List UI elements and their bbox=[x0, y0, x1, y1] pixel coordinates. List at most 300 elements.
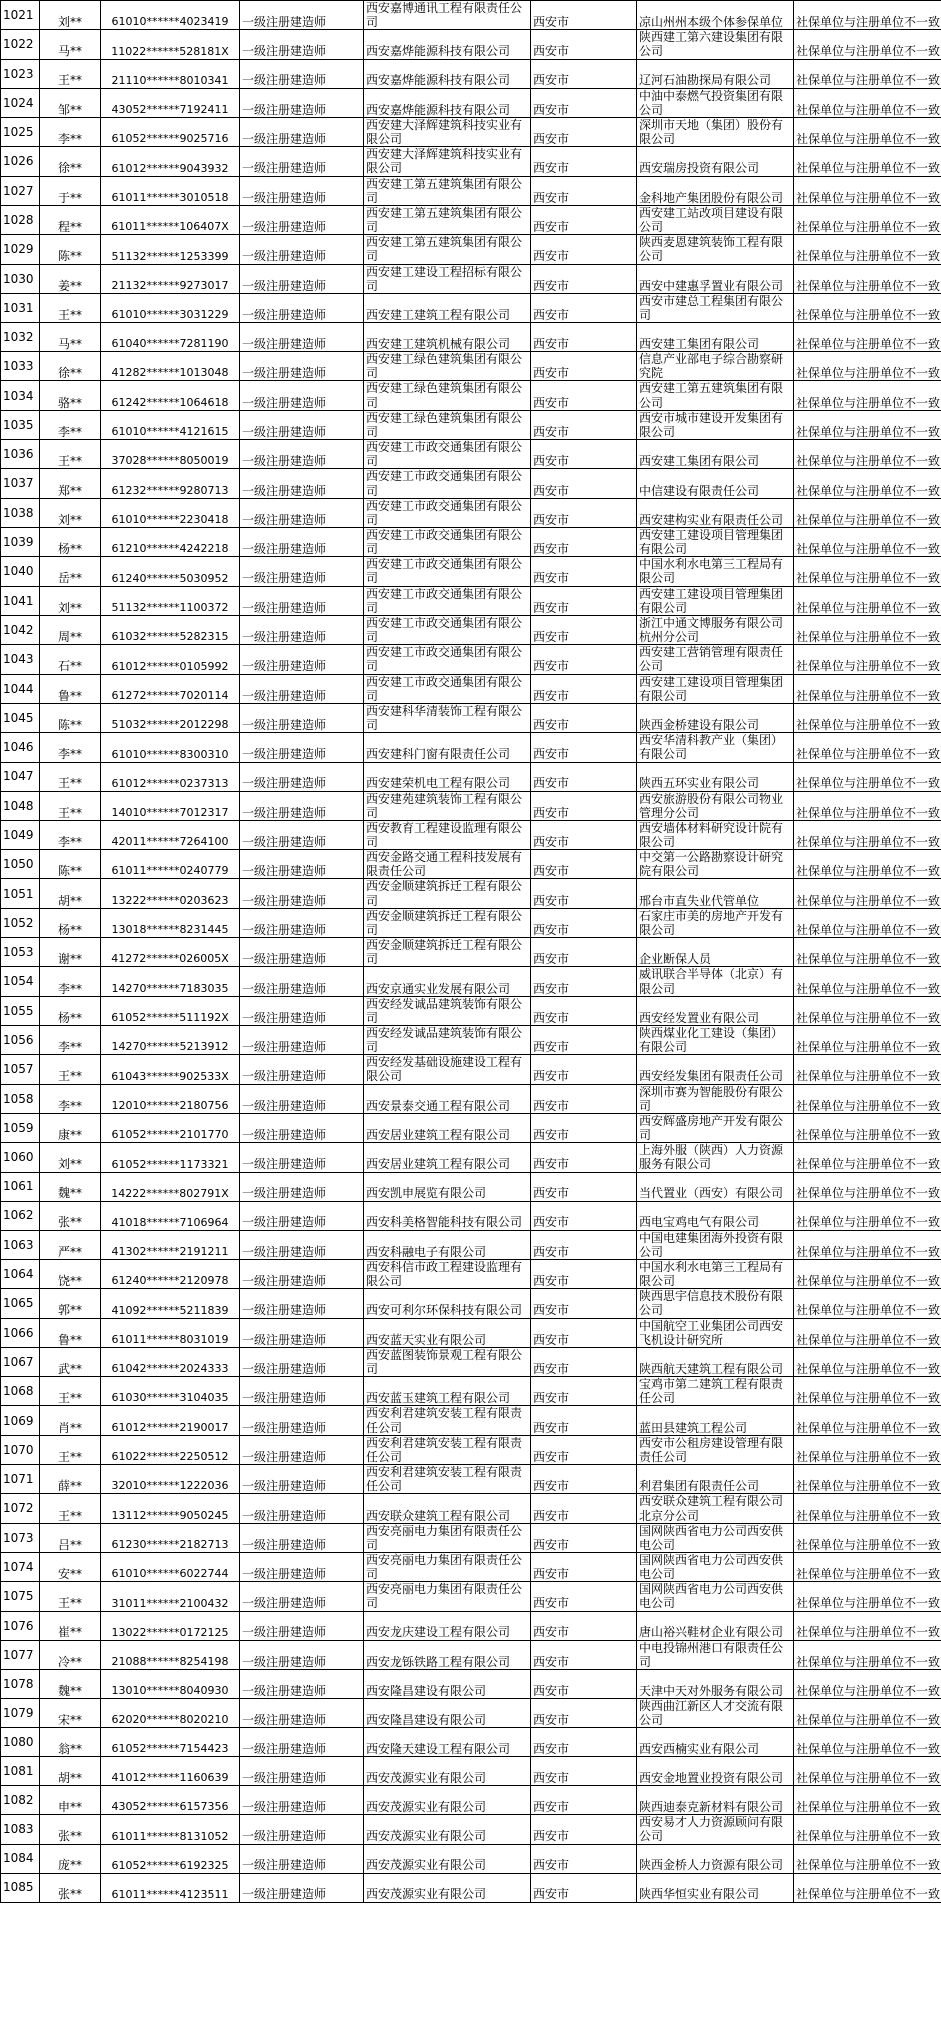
cell-city: 西安市 bbox=[531, 1172, 637, 1201]
cell-qualification: 一级注册建造师 bbox=[240, 117, 364, 146]
cell-registered-unit: 西安景泰交通工程有限公司 bbox=[364, 1084, 531, 1113]
cell-remark: 社保单位与注册单位不一致 bbox=[794, 117, 941, 146]
cell-city: 西安市 bbox=[531, 1582, 637, 1611]
cell-social-security-unit: 信息产业部电子综合勘察研究院 bbox=[637, 352, 794, 381]
cell-id-number: 61010******3031229 bbox=[101, 293, 240, 322]
table-row bbox=[1, 762, 941, 791]
cell-social-security-unit: 西安建构实业有限责任公司 bbox=[637, 498, 794, 527]
cell-row-number: 1043 bbox=[1, 645, 40, 674]
cell-registered-unit: 西安亮丽电力集团有限责任公司 bbox=[364, 1582, 531, 1611]
cell-social-security-unit: 西安建工集团有限公司 bbox=[637, 323, 794, 352]
table-row bbox=[1, 1289, 941, 1318]
cell-row-number: 1024 bbox=[1, 88, 40, 117]
cell-qualification: 一级注册建造师 bbox=[240, 1640, 364, 1669]
cell-city: 西安市 bbox=[531, 1757, 637, 1786]
cell-registered-unit: 西安建荣机电工程有限公司 bbox=[364, 762, 531, 791]
table-row bbox=[1, 645, 941, 674]
cell-remark: 社保单位与注册单位不一致 bbox=[794, 1172, 941, 1201]
cell-city: 西安市 bbox=[531, 1728, 637, 1757]
cell-row-number: 1044 bbox=[1, 674, 40, 703]
cell-row-number: 1060 bbox=[1, 1143, 40, 1172]
cell-registered-unit: 西安居业建筑工程有限公司 bbox=[364, 1143, 531, 1172]
cell-name: 王** bbox=[40, 1377, 101, 1406]
cell-registered-unit: 西安建工第五建筑集团有限公司 bbox=[364, 176, 531, 205]
cell-name: 程** bbox=[40, 205, 101, 234]
cell-name: 李** bbox=[40, 410, 101, 439]
table-row bbox=[1, 1259, 941, 1288]
cell-city: 西安市 bbox=[531, 908, 637, 937]
table-row bbox=[1, 1728, 941, 1757]
cell-social-security-unit: 国网陕西省电力公司西安供电公司 bbox=[637, 1553, 794, 1582]
cell-social-security-unit: 唐山裕兴鞋材企业有限公司 bbox=[637, 1611, 794, 1640]
cell-name: 魏** bbox=[40, 1669, 101, 1698]
cell-qualification: 一级注册建造师 bbox=[240, 147, 364, 176]
table-row bbox=[1, 1377, 941, 1406]
cell-city: 西安市 bbox=[531, 1377, 637, 1406]
cell-remark: 社保单位与注册单位不一致 bbox=[794, 674, 941, 703]
cell-remark: 社保单位与注册单位不一致 bbox=[794, 1640, 941, 1669]
cell-id-number: 61232******9280713 bbox=[101, 469, 240, 498]
table-row bbox=[1, 352, 941, 381]
cell-row-number: 1066 bbox=[1, 1318, 40, 1347]
cell-social-security-unit: 西安易才人力资源顾问有限公司 bbox=[637, 1815, 794, 1844]
cell-social-security-unit: 西安华清科教产业（集团）有限公司 bbox=[637, 733, 794, 762]
cell-remark: 社保单位与注册单位不一致 bbox=[794, 1815, 941, 1844]
cell-id-number: 61011******4123511 bbox=[101, 1873, 240, 1902]
cell-name: 刘** bbox=[40, 1143, 101, 1172]
cell-social-security-unit: 陕西航天建筑工程有限公司 bbox=[637, 1347, 794, 1376]
cell-row-number: 1081 bbox=[1, 1757, 40, 1786]
cell-social-security-unit: 陕西金桥建设有限公司 bbox=[637, 703, 794, 732]
cell-id-number: 14222******802791X bbox=[101, 1172, 240, 1201]
cell-city: 西安市 bbox=[531, 235, 637, 264]
cell-city: 西安市 bbox=[531, 147, 637, 176]
cell-qualification: 一级注册建造师 bbox=[240, 1698, 364, 1727]
table-row bbox=[1, 1611, 941, 1640]
cell-city: 西安市 bbox=[531, 557, 637, 586]
cell-registered-unit: 西安科美格智能科技有限公司 bbox=[364, 1201, 531, 1230]
cell-id-number: 61011******8131052 bbox=[101, 1815, 240, 1844]
cell-qualification: 一级注册建造师 bbox=[240, 820, 364, 849]
cell-registered-unit: 西安教育工程建设监理有限公司 bbox=[364, 820, 531, 849]
cell-row-number: 1033 bbox=[1, 352, 40, 381]
cell-id-number: 61012******0237313 bbox=[101, 762, 240, 791]
cell-qualification: 一级注册建造师 bbox=[240, 1582, 364, 1611]
table-row bbox=[1, 1757, 941, 1786]
cell-registered-unit: 西安茂源实业有限公司 bbox=[364, 1786, 531, 1815]
cell-id-number: 61010******2230418 bbox=[101, 498, 240, 527]
cell-remark: 社保单位与注册单位不一致 bbox=[794, 352, 941, 381]
cell-row-number: 1037 bbox=[1, 469, 40, 498]
cell-social-security-unit: 宝鸡市第二建筑工程有限责任公司 bbox=[637, 1377, 794, 1406]
cell-remark: 社保单位与注册单位不一致 bbox=[794, 1289, 941, 1318]
cell-social-security-unit: 西安中建惠孚置业有限公司 bbox=[637, 264, 794, 293]
table-row bbox=[1, 879, 941, 908]
table-row bbox=[1, 1406, 941, 1435]
cell-registered-unit: 西安金顺建筑拆迁工程有限公司 bbox=[364, 879, 531, 908]
cell-id-number: 37028******8050019 bbox=[101, 440, 240, 469]
cell-id-number: 61052******2101770 bbox=[101, 1113, 240, 1142]
cell-registered-unit: 西安嘉烨能源科技有限公司 bbox=[364, 88, 531, 117]
cell-registered-unit: 西安建工第五建筑集团有限公司 bbox=[364, 235, 531, 264]
cell-row-number: 1067 bbox=[1, 1347, 40, 1376]
cell-remark: 社保单位与注册单位不一致 bbox=[794, 59, 941, 88]
cell-registered-unit: 西安嘉烨能源科技有限公司 bbox=[364, 30, 531, 59]
cell-registered-unit: 西安建工市政交通集团有限公司 bbox=[364, 645, 531, 674]
cell-registered-unit: 西安建工市政交通集团有限公司 bbox=[364, 469, 531, 498]
cell-social-security-unit: 中国电建集团海外投资有限公司 bbox=[637, 1230, 794, 1259]
cell-remark: 社保单位与注册单位不一致 bbox=[794, 1377, 941, 1406]
cell-city: 西安市 bbox=[531, 88, 637, 117]
cell-social-security-unit: 上海外服（陕西）人力资源服务有限公司 bbox=[637, 1143, 794, 1172]
table-row bbox=[1, 1640, 941, 1669]
cell-registered-unit: 西安茂源实业有限公司 bbox=[364, 1844, 531, 1873]
cell-city: 西安市 bbox=[531, 1347, 637, 1376]
cell-id-number: 61011******3010518 bbox=[101, 176, 240, 205]
table-row bbox=[1, 1786, 941, 1815]
cell-city: 西安市 bbox=[531, 1815, 637, 1844]
cell-row-number: 1078 bbox=[1, 1669, 40, 1698]
cell-city: 西安市 bbox=[531, 967, 637, 996]
cell-row-number: 1054 bbox=[1, 967, 40, 996]
cell-city: 西安市 bbox=[531, 293, 637, 322]
cell-id-number: 13022******0172125 bbox=[101, 1611, 240, 1640]
cell-qualification: 一级注册建造师 bbox=[240, 1465, 364, 1494]
cell-remark: 社保单位与注册单位不一致 bbox=[794, 528, 941, 557]
cell-id-number: 61010******8300310 bbox=[101, 733, 240, 762]
cell-qualification: 一级注册建造师 bbox=[240, 440, 364, 469]
cell-name: 张** bbox=[40, 1201, 101, 1230]
cell-row-number: 1034 bbox=[1, 381, 40, 410]
cell-remark: 社保单位与注册单位不一致 bbox=[794, 615, 941, 644]
cell-remark: 社保单位与注册单位不一致 bbox=[794, 557, 941, 586]
cell-row-number: 1082 bbox=[1, 1786, 40, 1815]
cell-city: 西安市 bbox=[531, 1113, 637, 1142]
cell-row-number: 1047 bbox=[1, 762, 40, 791]
cell-qualification: 一级注册建造师 bbox=[240, 1435, 364, 1464]
cell-remark: 社保单位与注册单位不一致 bbox=[794, 1026, 941, 1055]
table-row bbox=[1, 381, 941, 410]
cell-name: 崔** bbox=[40, 1611, 101, 1640]
cell-social-security-unit: 石家庄市美的房地产开发有限公司 bbox=[637, 908, 794, 937]
cell-name: 张** bbox=[40, 1873, 101, 1902]
table-row bbox=[1, 967, 941, 996]
cell-remark: 社保单位与注册单位不一致 bbox=[794, 1786, 941, 1815]
cell-row-number: 1030 bbox=[1, 264, 40, 293]
cell-name: 姜** bbox=[40, 264, 101, 293]
cell-qualification: 一级注册建造师 bbox=[240, 1113, 364, 1142]
cell-id-number: 61043******902533X bbox=[101, 1055, 240, 1084]
cell-qualification: 一级注册建造师 bbox=[240, 1347, 364, 1376]
cell-id-number: 14270******7183035 bbox=[101, 967, 240, 996]
cell-registered-unit: 西安建工市政交通集团有限公司 bbox=[364, 586, 531, 615]
cell-name: 安** bbox=[40, 1553, 101, 1582]
cell-city: 西安市 bbox=[531, 59, 637, 88]
cell-id-number: 61010******6022744 bbox=[101, 1553, 240, 1582]
cell-social-security-unit: 中交第一公路勘察设计研究院有限公司 bbox=[637, 850, 794, 879]
cell-city: 西安市 bbox=[531, 1844, 637, 1873]
table-row bbox=[1, 264, 941, 293]
cell-row-number: 1050 bbox=[1, 850, 40, 879]
cell-registered-unit: 西安茂源实业有限公司 bbox=[364, 1757, 531, 1786]
cell-registered-unit: 西安利君建筑安装工程有限责任公司 bbox=[364, 1406, 531, 1435]
cell-name: 肖** bbox=[40, 1406, 101, 1435]
cell-name: 严** bbox=[40, 1230, 101, 1259]
cell-social-security-unit: 当代置业（西安）有限公司 bbox=[637, 1172, 794, 1201]
cell-id-number: 61042******2024333 bbox=[101, 1347, 240, 1376]
cell-row-number: 1032 bbox=[1, 323, 40, 352]
cell-remark: 社保单位与注册单位不一致 bbox=[794, 205, 941, 234]
table-row bbox=[1, 88, 941, 117]
cell-registered-unit: 西安经发基础设施建设工程有限公司 bbox=[364, 1055, 531, 1084]
cell-row-number: 1031 bbox=[1, 293, 40, 322]
cell-name: 谢** bbox=[40, 938, 101, 967]
cell-row-number: 1039 bbox=[1, 528, 40, 557]
table-row bbox=[1, 1523, 941, 1552]
cell-row-number: 1085 bbox=[1, 1873, 40, 1902]
cell-remark: 社保单位与注册单位不一致 bbox=[794, 908, 941, 937]
cell-name: 宋** bbox=[40, 1698, 101, 1727]
cell-qualification: 一级注册建造师 bbox=[240, 352, 364, 381]
cell-qualification: 一级注册建造师 bbox=[240, 1757, 364, 1786]
cell-registered-unit: 西安建工市政交通集团有限公司 bbox=[364, 528, 531, 557]
cell-id-number: 31011******2100432 bbox=[101, 1582, 240, 1611]
cell-qualification: 一级注册建造师 bbox=[240, 88, 364, 117]
cell-id-number: 42011******7264100 bbox=[101, 820, 240, 849]
cell-id-number: 61022******2250512 bbox=[101, 1435, 240, 1464]
cell-id-number: 61052******7154423 bbox=[101, 1728, 240, 1757]
cell-registered-unit: 西安龙铄铁路工程有限公司 bbox=[364, 1640, 531, 1669]
cell-city: 西安市 bbox=[531, 352, 637, 381]
cell-qualification: 一级注册建造师 bbox=[240, 1873, 364, 1902]
cell-registered-unit: 西安经发诚品建筑装饰有限公司 bbox=[364, 996, 531, 1025]
cell-social-security-unit: 西安联众建筑工程有限公司北京分公司 bbox=[637, 1494, 794, 1523]
cell-social-security-unit: 浙江中通文博服务有限公司杭州分公司 bbox=[637, 615, 794, 644]
cell-city: 西安市 bbox=[531, 1494, 637, 1523]
cell-id-number: 21088******8254198 bbox=[101, 1640, 240, 1669]
cell-id-number: 51132******1100372 bbox=[101, 586, 240, 615]
cell-row-number: 1080 bbox=[1, 1728, 40, 1757]
cell-name: 李** bbox=[40, 117, 101, 146]
cell-registered-unit: 西安建科门窗有限责任公司 bbox=[364, 733, 531, 762]
cell-city: 西安市 bbox=[531, 820, 637, 849]
cell-id-number: 61011******0240779 bbox=[101, 850, 240, 879]
cell-remark: 社保单位与注册单位不一致 bbox=[794, 1728, 941, 1757]
cell-social-security-unit: 西安建工建设项目管理集团有限公司 bbox=[637, 674, 794, 703]
cell-remark: 社保单位与注册单位不一致 bbox=[794, 1201, 941, 1230]
cell-name: 王** bbox=[40, 791, 101, 820]
cell-social-security-unit: 深圳市赛为智能股份有限公司 bbox=[637, 1084, 794, 1113]
cell-row-number: 1035 bbox=[1, 410, 40, 439]
cell-qualification: 一级注册建造师 bbox=[240, 1523, 364, 1552]
cell-id-number: 13010******8040930 bbox=[101, 1669, 240, 1698]
cell-qualification: 一级注册建造师 bbox=[240, 410, 364, 439]
table-row bbox=[1, 1698, 941, 1727]
cell-name: 徐** bbox=[40, 147, 101, 176]
cell-registered-unit: 西安科融电子有限公司 bbox=[364, 1230, 531, 1259]
cell-name: 李** bbox=[40, 1084, 101, 1113]
cell-registered-unit: 西安利君建筑安装工程有限责任公司 bbox=[364, 1435, 531, 1464]
cell-city: 西安市 bbox=[531, 528, 637, 557]
table-row bbox=[1, 1318, 941, 1347]
cell-id-number: 61240******5030952 bbox=[101, 557, 240, 586]
cell-qualification: 一级注册建造师 bbox=[240, 1844, 364, 1873]
cell-name: 胡** bbox=[40, 879, 101, 908]
cell-remark: 社保单位与注册单位不一致 bbox=[794, 1757, 941, 1786]
table-row bbox=[1, 440, 941, 469]
cell-qualification: 一级注册建造师 bbox=[240, 1494, 364, 1523]
cell-registered-unit: 西安隆昌建设有限公司 bbox=[364, 1669, 531, 1698]
cell-social-security-unit: 西安经发置业有限公司 bbox=[637, 996, 794, 1025]
cell-name: 张** bbox=[40, 1815, 101, 1844]
cell-id-number: 62020******8020210 bbox=[101, 1698, 240, 1727]
cell-registered-unit: 西安建工绿色建筑集团有限公司 bbox=[364, 352, 531, 381]
cell-social-security-unit: 中国水利水电第三工程局有限公司 bbox=[637, 557, 794, 586]
cell-row-number: 1055 bbox=[1, 996, 40, 1025]
cell-name: 庞** bbox=[40, 1844, 101, 1873]
cell-qualification: 一级注册建造师 bbox=[240, 733, 364, 762]
cell-qualification: 一级注册建造师 bbox=[240, 176, 364, 205]
cell-id-number: 61040******7281190 bbox=[101, 323, 240, 352]
cell-city: 西安市 bbox=[531, 879, 637, 908]
cell-social-security-unit: 企业断保人员 bbox=[637, 938, 794, 967]
cell-name: 杨** bbox=[40, 996, 101, 1025]
table-row bbox=[1, 1172, 941, 1201]
cell-social-security-unit: 利君集团有限责任公司 bbox=[637, 1465, 794, 1494]
cell-social-security-unit: 中国水利水电第三工程局有限公司 bbox=[637, 1259, 794, 1288]
cell-row-number: 1057 bbox=[1, 1055, 40, 1084]
cell-row-number: 1062 bbox=[1, 1201, 40, 1230]
cell-name: 王** bbox=[40, 1055, 101, 1084]
cell-social-security-unit: 西安墙体材料研究设计院有限公司 bbox=[637, 820, 794, 849]
cell-qualification: 一级注册建造师 bbox=[240, 264, 364, 293]
cell-registered-unit: 西安建工市政交通集团有限公司 bbox=[364, 557, 531, 586]
table-row bbox=[1, 586, 941, 615]
cell-registered-unit: 西安蓝天实业有限公司 bbox=[364, 1318, 531, 1347]
cell-name: 申** bbox=[40, 1786, 101, 1815]
cell-name: 薛** bbox=[40, 1465, 101, 1494]
cell-qualification: 一级注册建造师 bbox=[240, 469, 364, 498]
cell-row-number: 1051 bbox=[1, 879, 40, 908]
cell-row-number: 1025 bbox=[1, 117, 40, 146]
cell-remark: 社保单位与注册单位不一致 bbox=[794, 703, 941, 732]
cell-remark: 社保单位与注册单位不一致 bbox=[794, 176, 941, 205]
cell-registered-unit: 西安金顺建筑拆迁工程有限公司 bbox=[364, 938, 531, 967]
cell-row-number: 1068 bbox=[1, 1377, 40, 1406]
cell-qualification: 一级注册建造师 bbox=[240, 674, 364, 703]
cell-qualification: 一级注册建造师 bbox=[240, 1318, 364, 1347]
cell-qualification: 一级注册建造师 bbox=[240, 762, 364, 791]
cell-row-number: 1058 bbox=[1, 1084, 40, 1113]
cell-social-security-unit: 西安辉盛房地产开发有限公司 bbox=[637, 1113, 794, 1142]
cell-qualification: 一级注册建造师 bbox=[240, 498, 364, 527]
cell-id-number: 13112******9050245 bbox=[101, 1494, 240, 1523]
table-row bbox=[1, 235, 941, 264]
table-row bbox=[1, 615, 941, 644]
cell-row-number: 1071 bbox=[1, 1465, 40, 1494]
cell-social-security-unit: 中信建设有限责任公司 bbox=[637, 469, 794, 498]
table-row bbox=[1, 1582, 941, 1611]
cell-city: 西安市 bbox=[531, 117, 637, 146]
cell-remark: 社保单位与注册单位不一致 bbox=[794, 1, 941, 30]
cell-social-security-unit: 陕西煤业化工建设（集团）有限公司 bbox=[637, 1026, 794, 1055]
cell-row-number: 1026 bbox=[1, 147, 40, 176]
cell-id-number: 61052******6192325 bbox=[101, 1844, 240, 1873]
cell-qualification: 一级注册建造师 bbox=[240, 850, 364, 879]
cell-registered-unit: 西安建工绿色建筑集团有限公司 bbox=[364, 381, 531, 410]
table-row bbox=[1, 1201, 941, 1230]
cell-row-number: 1038 bbox=[1, 498, 40, 527]
cell-qualification: 一级注册建造师 bbox=[240, 996, 364, 1025]
cell-registered-unit: 西安龙庆建设工程有限公司 bbox=[364, 1611, 531, 1640]
table-row bbox=[1, 176, 941, 205]
cell-qualification: 一级注册建造师 bbox=[240, 1084, 364, 1113]
table-body bbox=[1, 1, 941, 1903]
cell-id-number: 61242******1064618 bbox=[101, 381, 240, 410]
cell-registered-unit: 西安金路交通工程科技发展有限责任公司 bbox=[364, 850, 531, 879]
cell-id-number: 41302******2191211 bbox=[101, 1230, 240, 1259]
cell-remark: 社保单位与注册单位不一致 bbox=[794, 1143, 941, 1172]
cell-city: 西安市 bbox=[531, 586, 637, 615]
cell-qualification: 一级注册建造师 bbox=[240, 1259, 364, 1288]
cell-qualification: 一级注册建造师 bbox=[240, 1201, 364, 1230]
cell-name: 武** bbox=[40, 1347, 101, 1376]
cell-registered-unit: 西安嘉博通讯工程有限责任公司 bbox=[364, 1, 531, 30]
cell-row-number: 1048 bbox=[1, 791, 40, 820]
cell-city: 西安市 bbox=[531, 1786, 637, 1815]
cell-row-number: 1084 bbox=[1, 1844, 40, 1873]
cell-social-security-unit: 西安建工建设项目管理集团有限公司 bbox=[637, 586, 794, 615]
cell-social-security-unit: 邢台市直失业代管单位 bbox=[637, 879, 794, 908]
table-row bbox=[1, 323, 941, 352]
table-row bbox=[1, 1553, 941, 1582]
cell-qualification: 一级注册建造师 bbox=[240, 791, 364, 820]
cell-id-number: 32010******1222036 bbox=[101, 1465, 240, 1494]
cell-name: 王** bbox=[40, 59, 101, 88]
cell-row-number: 1079 bbox=[1, 1698, 40, 1727]
cell-qualification: 一级注册建造师 bbox=[240, 1, 364, 30]
cell-name: 骆** bbox=[40, 381, 101, 410]
cell-row-number: 1070 bbox=[1, 1435, 40, 1464]
cell-id-number: 61012******2190017 bbox=[101, 1406, 240, 1435]
table-row bbox=[1, 850, 941, 879]
cell-id-number: 14010******7012317 bbox=[101, 791, 240, 820]
cell-row-number: 1021 bbox=[1, 1, 40, 30]
cell-id-number: 41272******026005X bbox=[101, 938, 240, 967]
table-row bbox=[1, 528, 941, 557]
cell-remark: 社保单位与注册单位不一致 bbox=[794, 147, 941, 176]
cell-social-security-unit: 西安建工第五建筑集团有限公司 bbox=[637, 381, 794, 410]
cell-city: 西安市 bbox=[531, 1084, 637, 1113]
cell-id-number: 61011******8031019 bbox=[101, 1318, 240, 1347]
cell-remark: 社保单位与注册单位不一致 bbox=[794, 967, 941, 996]
cell-row-number: 1036 bbox=[1, 440, 40, 469]
cell-remark: 社保单位与注册单位不一致 bbox=[794, 1873, 941, 1902]
cell-registered-unit: 西安建工市政交通集团有限公司 bbox=[364, 615, 531, 644]
table-row bbox=[1, 1113, 941, 1142]
cell-social-security-unit: 西安建工建设项目管理集团有限公司 bbox=[637, 528, 794, 557]
cell-remark: 社保单位与注册单位不一致 bbox=[794, 791, 941, 820]
cell-row-number: 1029 bbox=[1, 235, 40, 264]
cell-name: 陈** bbox=[40, 703, 101, 732]
cell-city: 西安市 bbox=[531, 1523, 637, 1552]
cell-registered-unit: 西安建大泽辉建筑科技实业有限公司 bbox=[364, 117, 531, 146]
cell-remark: 社保单位与注册单位不一致 bbox=[794, 1669, 941, 1698]
cell-row-number: 1073 bbox=[1, 1523, 40, 1552]
cell-id-number: 11022******528181X bbox=[101, 30, 240, 59]
cell-name: 吕** bbox=[40, 1523, 101, 1552]
cell-id-number: 61011******106407X bbox=[101, 205, 240, 234]
